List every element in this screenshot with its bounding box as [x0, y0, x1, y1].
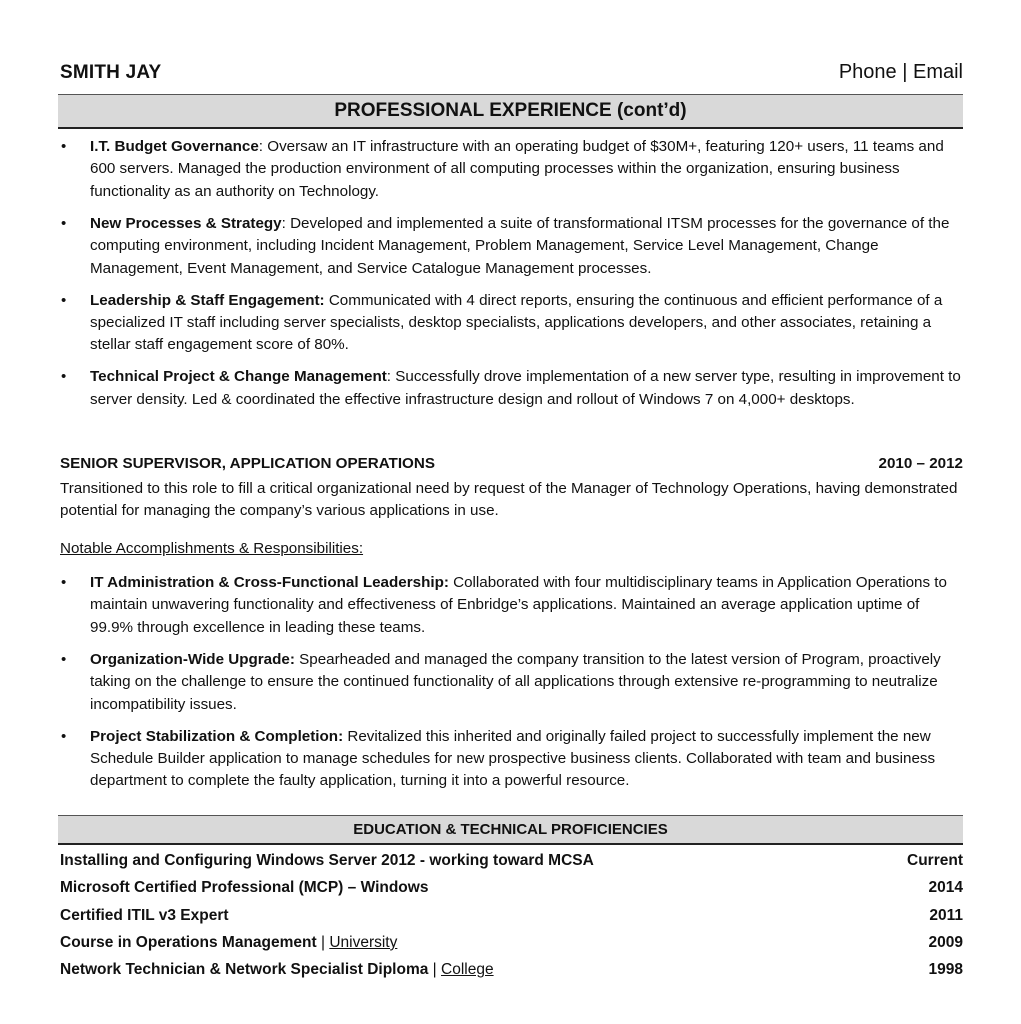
- list-item: [60, 726, 963, 793]
- credential-name: Network Technician & Network Specialist Diploma: [60, 961, 429, 979]
- credential-name: Microsoft Certified Professional (MCP) – Windows: [60, 879, 429, 897]
- accomplishments-subheading: Notable Accomplishments & Responsibilities:: [60, 540, 364, 557]
- bullet-icon: •: [61, 574, 67, 591]
- credential-separator: |: [316, 933, 330, 951]
- list-item: [60, 852, 963, 879]
- bullet-icon: •: [61, 727, 67, 745]
- credential-year: 2011: [929, 906, 963, 924]
- education-list: [60, 852, 963, 988]
- bullet-title: Technical Project & Change Management: [90, 368, 387, 386]
- list-item: [60, 907, 963, 934]
- contact-info: Phone | Email: [838, 61, 963, 83]
- bullet-text: Revitalized this inherited and originally failed project to successfully implement the new Schedule Builder application to manage schedules for new prospective business clients. Collaborated with team and business department to complete the faulty application, turning it into a powerful resource.: [90, 727, 936, 790]
- list-item: [60, 366, 963, 411]
- credential-separator: |: [428, 961, 442, 979]
- bullet-title: New Processes & Strategy: [90, 214, 282, 232]
- credential-year: 2014: [928, 879, 963, 897]
- credential-name: Installing and Configuring Windows Server 2012 - working toward MCSA: [60, 852, 594, 869]
- bullet-text: Oversaw an IT infrastructure with an operating budget of $30M+, featuring 120+ users, 11 teams and 600 servers. Managed the production environment of all computing processes within the organization, ensuring business functionality as an authority on Technology.: [90, 138, 944, 200]
- bullet-title: Organization-Wide Upgrade:: [90, 650, 295, 668]
- list-item: [60, 649, 963, 716]
- credential-year: Current: [907, 852, 963, 869]
- credential-institution: College: [441, 961, 494, 979]
- bullet-separator: :: [281, 214, 286, 232]
- role-title: SENIOR SUPERVISOR, APPLICATION OPERATIONS: [60, 455, 435, 472]
- resume-header: [60, 60, 963, 88]
- bullet-icon: •: [61, 214, 67, 232]
- bullet-icon: •: [61, 650, 67, 668]
- bullet-title: Leadership & Staff Engagement:: [90, 291, 325, 309]
- bullet-text: Developed and implemented a suite of transformational ITSM processes for the governance of the computing environment, including Incident Management, Problem Management, Service Level Management, Change Management, Event Management, and Service Catalogue Management processes.: [90, 214, 950, 277]
- role-summary: Transitioned to this role to fill a critical organizational need by request of the Manager of Technology Operations, having demonstrated potential for managing the company’s various applications in use.: [60, 480, 958, 520]
- list-item: [60, 879, 963, 906]
- education-section-heading: EDUCATION & TECHNICAL PROFICIENCIES: [58, 815, 963, 845]
- list-item: [60, 213, 963, 280]
- role-dates: 2010 – 2012: [878, 455, 963, 472]
- list-item: [60, 934, 963, 961]
- experience-bullet-list: [60, 136, 963, 421]
- bullet-text: Communicated with 4 direct reports, ensuring the continuous and efficient performance of a specialized IT staff including server specialists, desktop specialists, applications developers, and other associates, retaining a stellar staff engagement score of 80%.: [90, 291, 943, 354]
- bullet-separator: :: [386, 368, 392, 386]
- accomplishments-bullet-list: [60, 572, 963, 802]
- bullet-title: Project Stabilization & Completion:: [90, 727, 344, 745]
- candidate-name: SMITH JAY: [60, 62, 162, 83]
- bullet-icon: •: [61, 138, 67, 155]
- list-item: [60, 572, 963, 639]
- bullet-title: I.T. Budget Governance: [90, 138, 259, 155]
- credential-name: Certified ITIL v3 Expert: [60, 906, 229, 924]
- credential-institution: University: [329, 933, 398, 951]
- credential-year: 2009: [928, 933, 963, 951]
- role-heading: [60, 455, 963, 472]
- bullet-title: IT Administration & Cross-Functional Leadership:: [90, 574, 449, 591]
- bullet-icon: •: [61, 368, 67, 386]
- bullet-text: Collaborated with four multidisciplinary teams in Application Operations to maintain unwavering functionality and effectiveness of Enbridge’s applications. Maintained an average application uptime of 99.9% through excellence in leading these teams.: [90, 574, 947, 636]
- credential-name: Course in Operations Management: [60, 933, 317, 951]
- credential-year: 1998: [928, 961, 963, 979]
- bullet-separator: :: [258, 138, 264, 155]
- list-item: [60, 136, 963, 203]
- experience-section-heading: PROFESSIONAL EXPERIENCE (cont’d): [58, 94, 963, 129]
- list-item: [60, 961, 963, 988]
- list-item: [60, 290, 963, 357]
- bullet-icon: •: [61, 291, 67, 309]
- bullet-text: Spearheaded and managed the company transition to the latest version of Program, proactively taking on the challenge to ensure the continued functionality of all applications through extensive re-programming to neutralize incompatibility issues.: [90, 650, 941, 713]
- bullet-text: Successfully drove implementation of a new server type, resulting in improvement to server density. Led & coordinated the effective infrastructure design and rollout of Windows 7 on 4,000+ desktops.: [90, 368, 961, 408]
